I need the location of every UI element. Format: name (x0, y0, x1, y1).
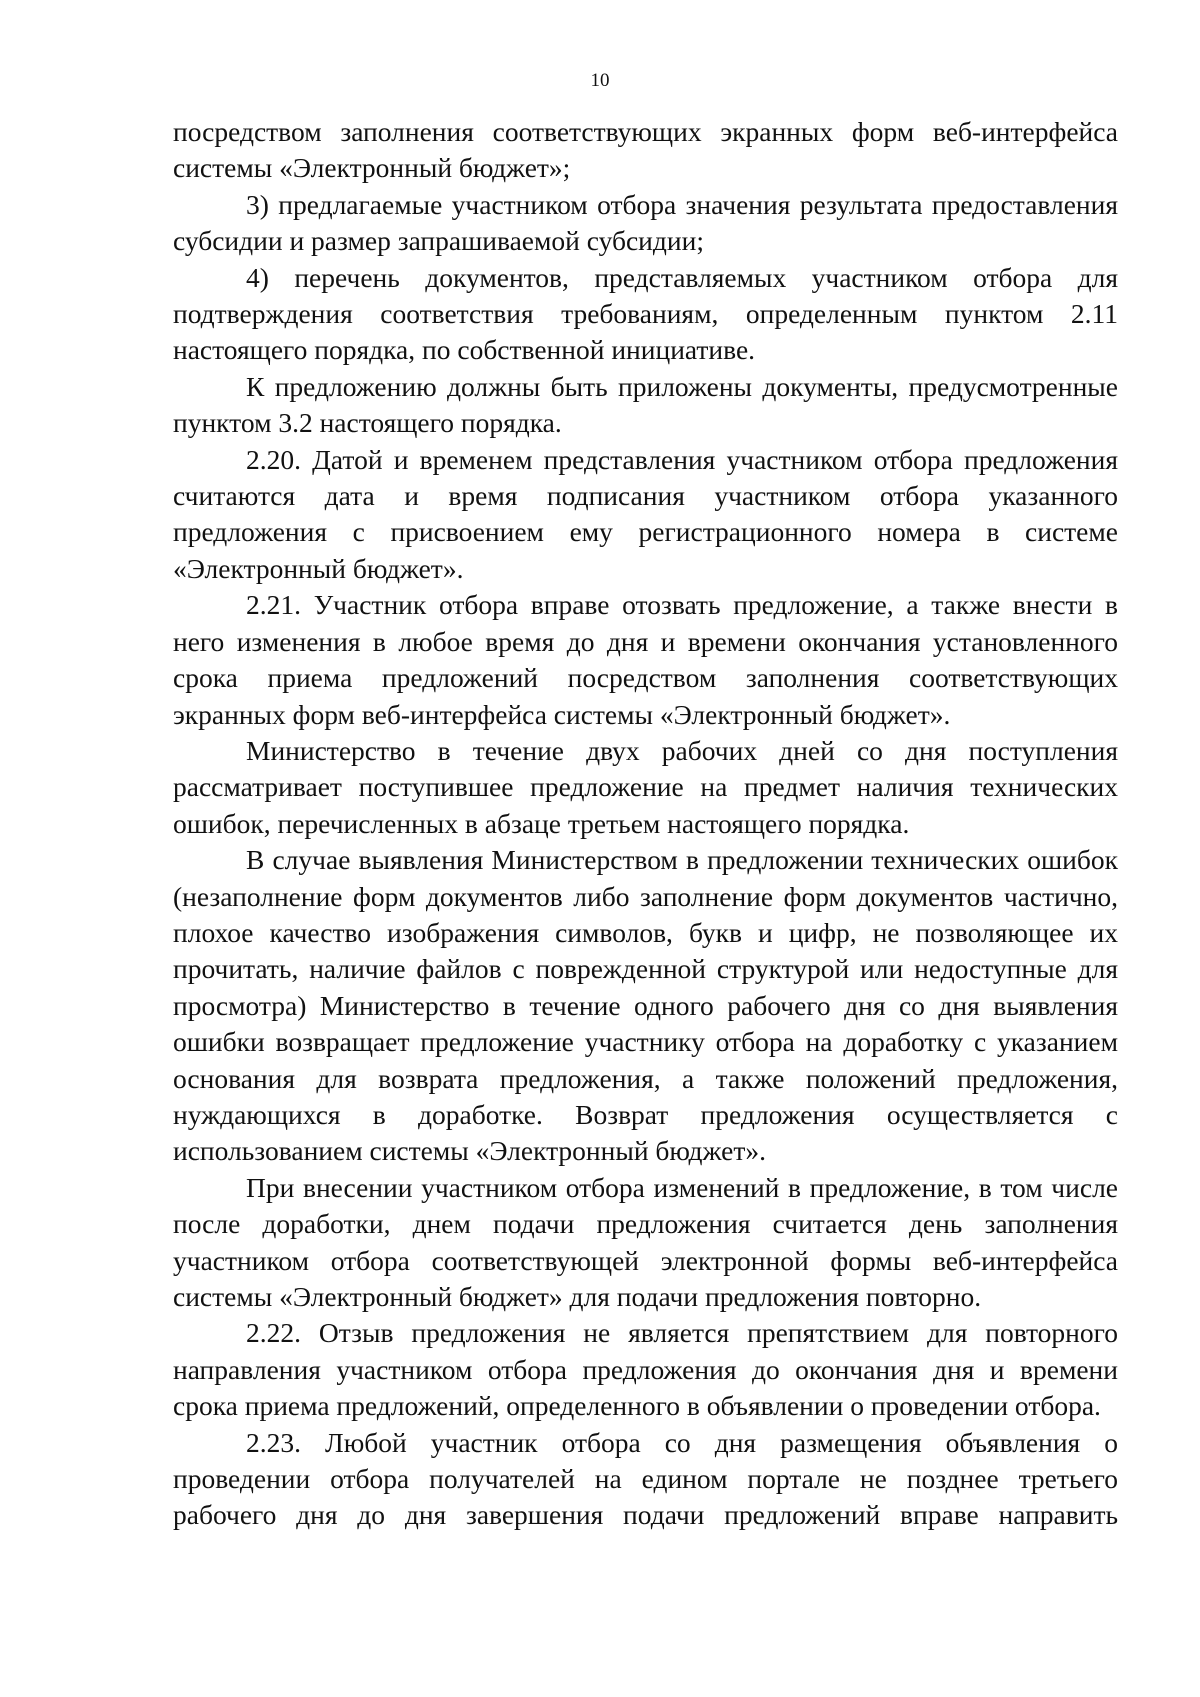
document-body (173, 114, 1118, 1534)
paragraph-ministry-review: Министерство в течение двух рабочих дней со дня поступления рассматривает поступившее предложение на предмет наличия технических ошибок, перечисленных в абзаце третьем настоящего порядка. (173, 734, 1118, 839)
paragraph-2-22: 2.22. Отзыв предложения не является препятствием для повторного направления участником отбора предложения до окончания дня и времени срока приема предложений, определенного в объявлении о проведении отбора. (173, 1317, 1118, 1422)
paragraph-2-20: 2.20. Датой и временем представления участником отбора предложения считаются дата и время подписания участником отбора указанного предложения с присвоением ему регистрационного номера в системе «Электронный бюджет». (173, 443, 1118, 584)
paragraph-technical-errors: В случае выявления Министерством в предложении технических ошибок (незаполнение форм документов либо заполнение форм документов частично, плохое качество изображения символов, букв и цифр, не позволяющее их прочитать, наличие файлов с поврежденной структурой или недоступные для просмотра) Министерство в течение одного рабочего дня со дня выявления ошибки возвращает предложение участнику отбора на доработку с указанием основания для возврата предложения, а также положений предложения, нуждающихся в доработке. Возврат предложения осуществляется с использованием системы «Электронный бюджет». (173, 844, 1118, 1167)
paragraph-item-4: 4) перечень документов, представляемых участником отбора для подтверждения соответствия требованиям, определенным пунктом 2.11 настоящего порядка, по собственной инициативе. (173, 261, 1118, 366)
page-number: 10 (590, 70, 610, 91)
paragraph-continuation: посредством заполнения соответствующих экранных форм веб-интерфейса системы «Электронный бюджет»; (173, 116, 1118, 184)
paragraph-2-23: 2.23. Любой участник отбора со дня размещения объявления о проведении отбора получателей на едином портале не позднее третьего рабочего дня до дня завершения подачи предложений вправе направить (173, 1426, 1118, 1531)
paragraph-resubmission: При внесении участником отбора изменений в предложение, в том числе после доработки, днем подачи предложения считается день заполнения участником отбора соответствующей электронной формы веб-интерфейса системы «Электронный бюджет» для подачи предложения повторно. (173, 1171, 1118, 1312)
paragraph-item-3: 3) предлагаемые участником отбора значения результата предоставления субсидии и размер запрашиваемой субсидии; (173, 188, 1118, 257)
paragraph-2-21: 2.21. Участник отбора вправе отозвать предложение, а также внести в него изменения в любое время до дня и времени окончания установленного срока приема предложений посредством заполнения соответствующих экранных форм веб-интерфейса системы «Электронный бюджет». (173, 589, 1118, 730)
paragraph-attachments: К предложению должны быть приложены документы, предусмотренные пунктом 3.2 настоящего порядка. (173, 370, 1118, 439)
